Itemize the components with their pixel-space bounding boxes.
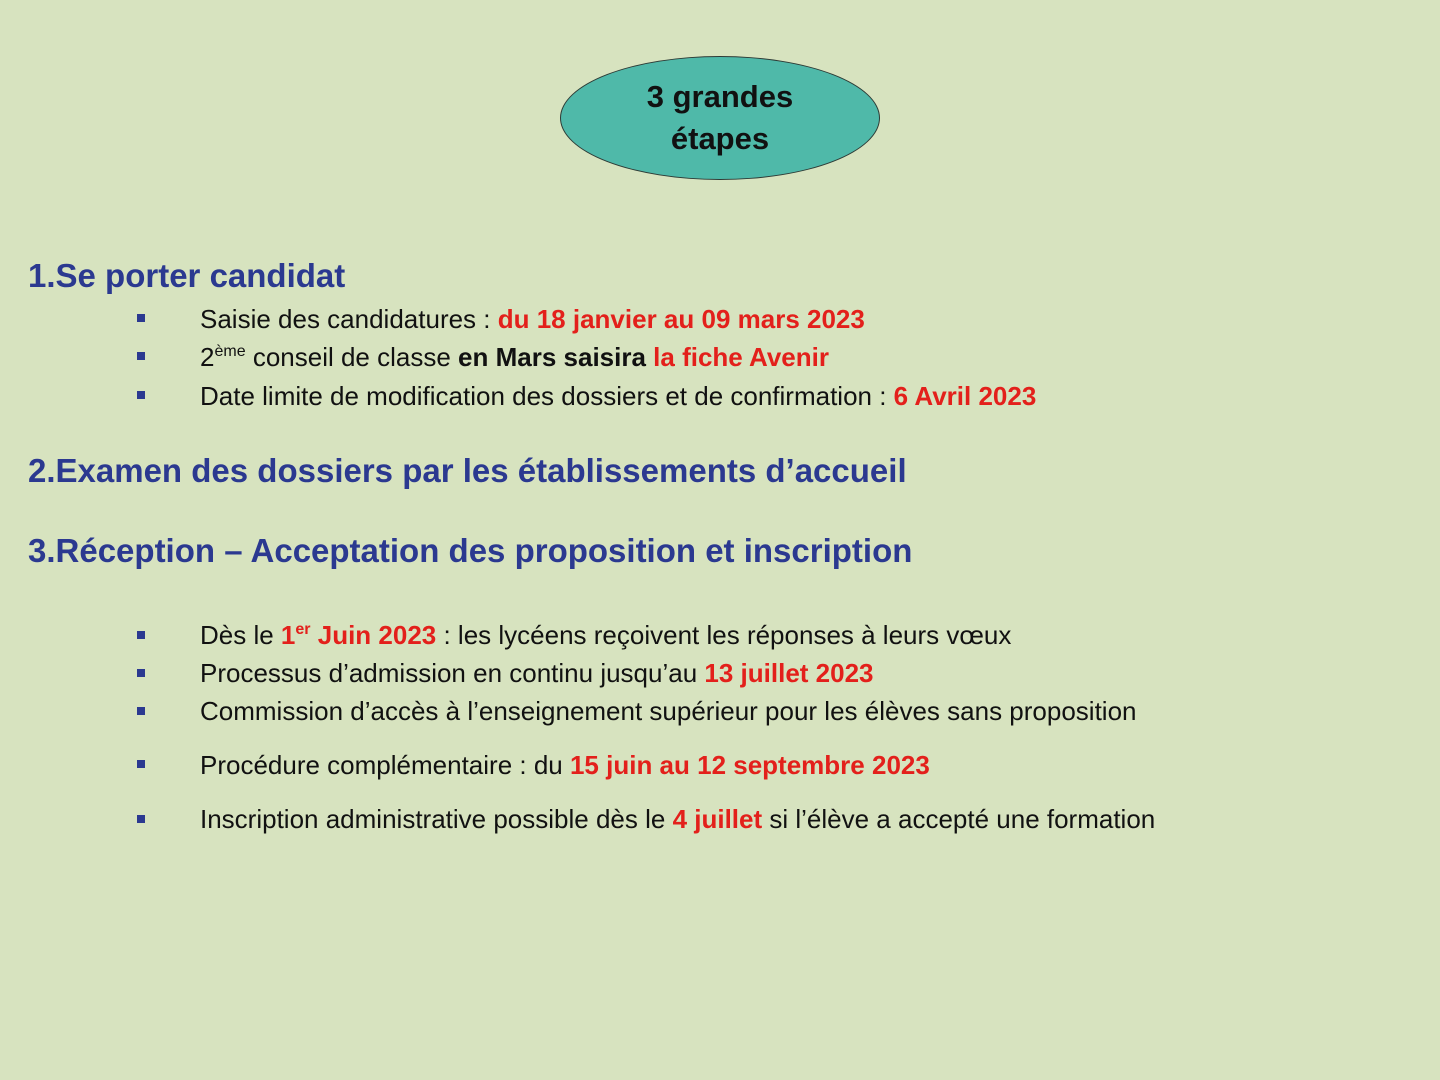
title-oval: [560, 56, 880, 180]
step3-item-3: Commission d’accès à l’enseignement supérieur pour les élèves sans proposition: [200, 696, 1137, 726]
step2-heading: 2.Examen des dossiers par les établissements d’accueil: [28, 452, 907, 489]
step1-item-2: 2ème conseil de classe en Mars saisira la fiche Avenir: [200, 342, 829, 372]
step3-item-2: Processus d’admission en continu jusqu’au 13 juillet 2023: [200, 658, 874, 688]
bullet-icon: [137, 760, 145, 768]
bullet-icon: [137, 669, 145, 677]
bullet-icon: [137, 314, 145, 322]
step3-item-4: Procédure complémentaire : du 15 juin au 12 septembre 2023: [200, 750, 930, 780]
bullet-icon: [137, 631, 145, 639]
step1-item-1: Saisie des candidatures : du 18 janvier au 09 mars 2023: [200, 304, 865, 334]
bullet-icon: [137, 352, 145, 360]
bullet-icon: [137, 815, 145, 823]
bullet-icon: [137, 391, 145, 399]
step3-item-1: Dès le 1er Juin 2023 : les lycéens reçoivent les réponses à leurs vœux: [200, 620, 1012, 650]
step1-heading: 1.Se porter candidat: [28, 257, 346, 294]
step1-item-3: Date limite de modification des dossiers et de confirmation : 6 Avril 2023: [200, 381, 1037, 411]
title-line-2: étapes: [670, 121, 770, 156]
step3-item-5: Inscription administrative possible dès le 4 juillet si l’élève a accepté une formation: [200, 804, 1156, 834]
bullet-icon: [137, 707, 145, 715]
title-line-1: 3 grandes: [646, 79, 794, 114]
step3-heading: 3.Réception – Acceptation des proposition et inscription: [28, 532, 913, 569]
